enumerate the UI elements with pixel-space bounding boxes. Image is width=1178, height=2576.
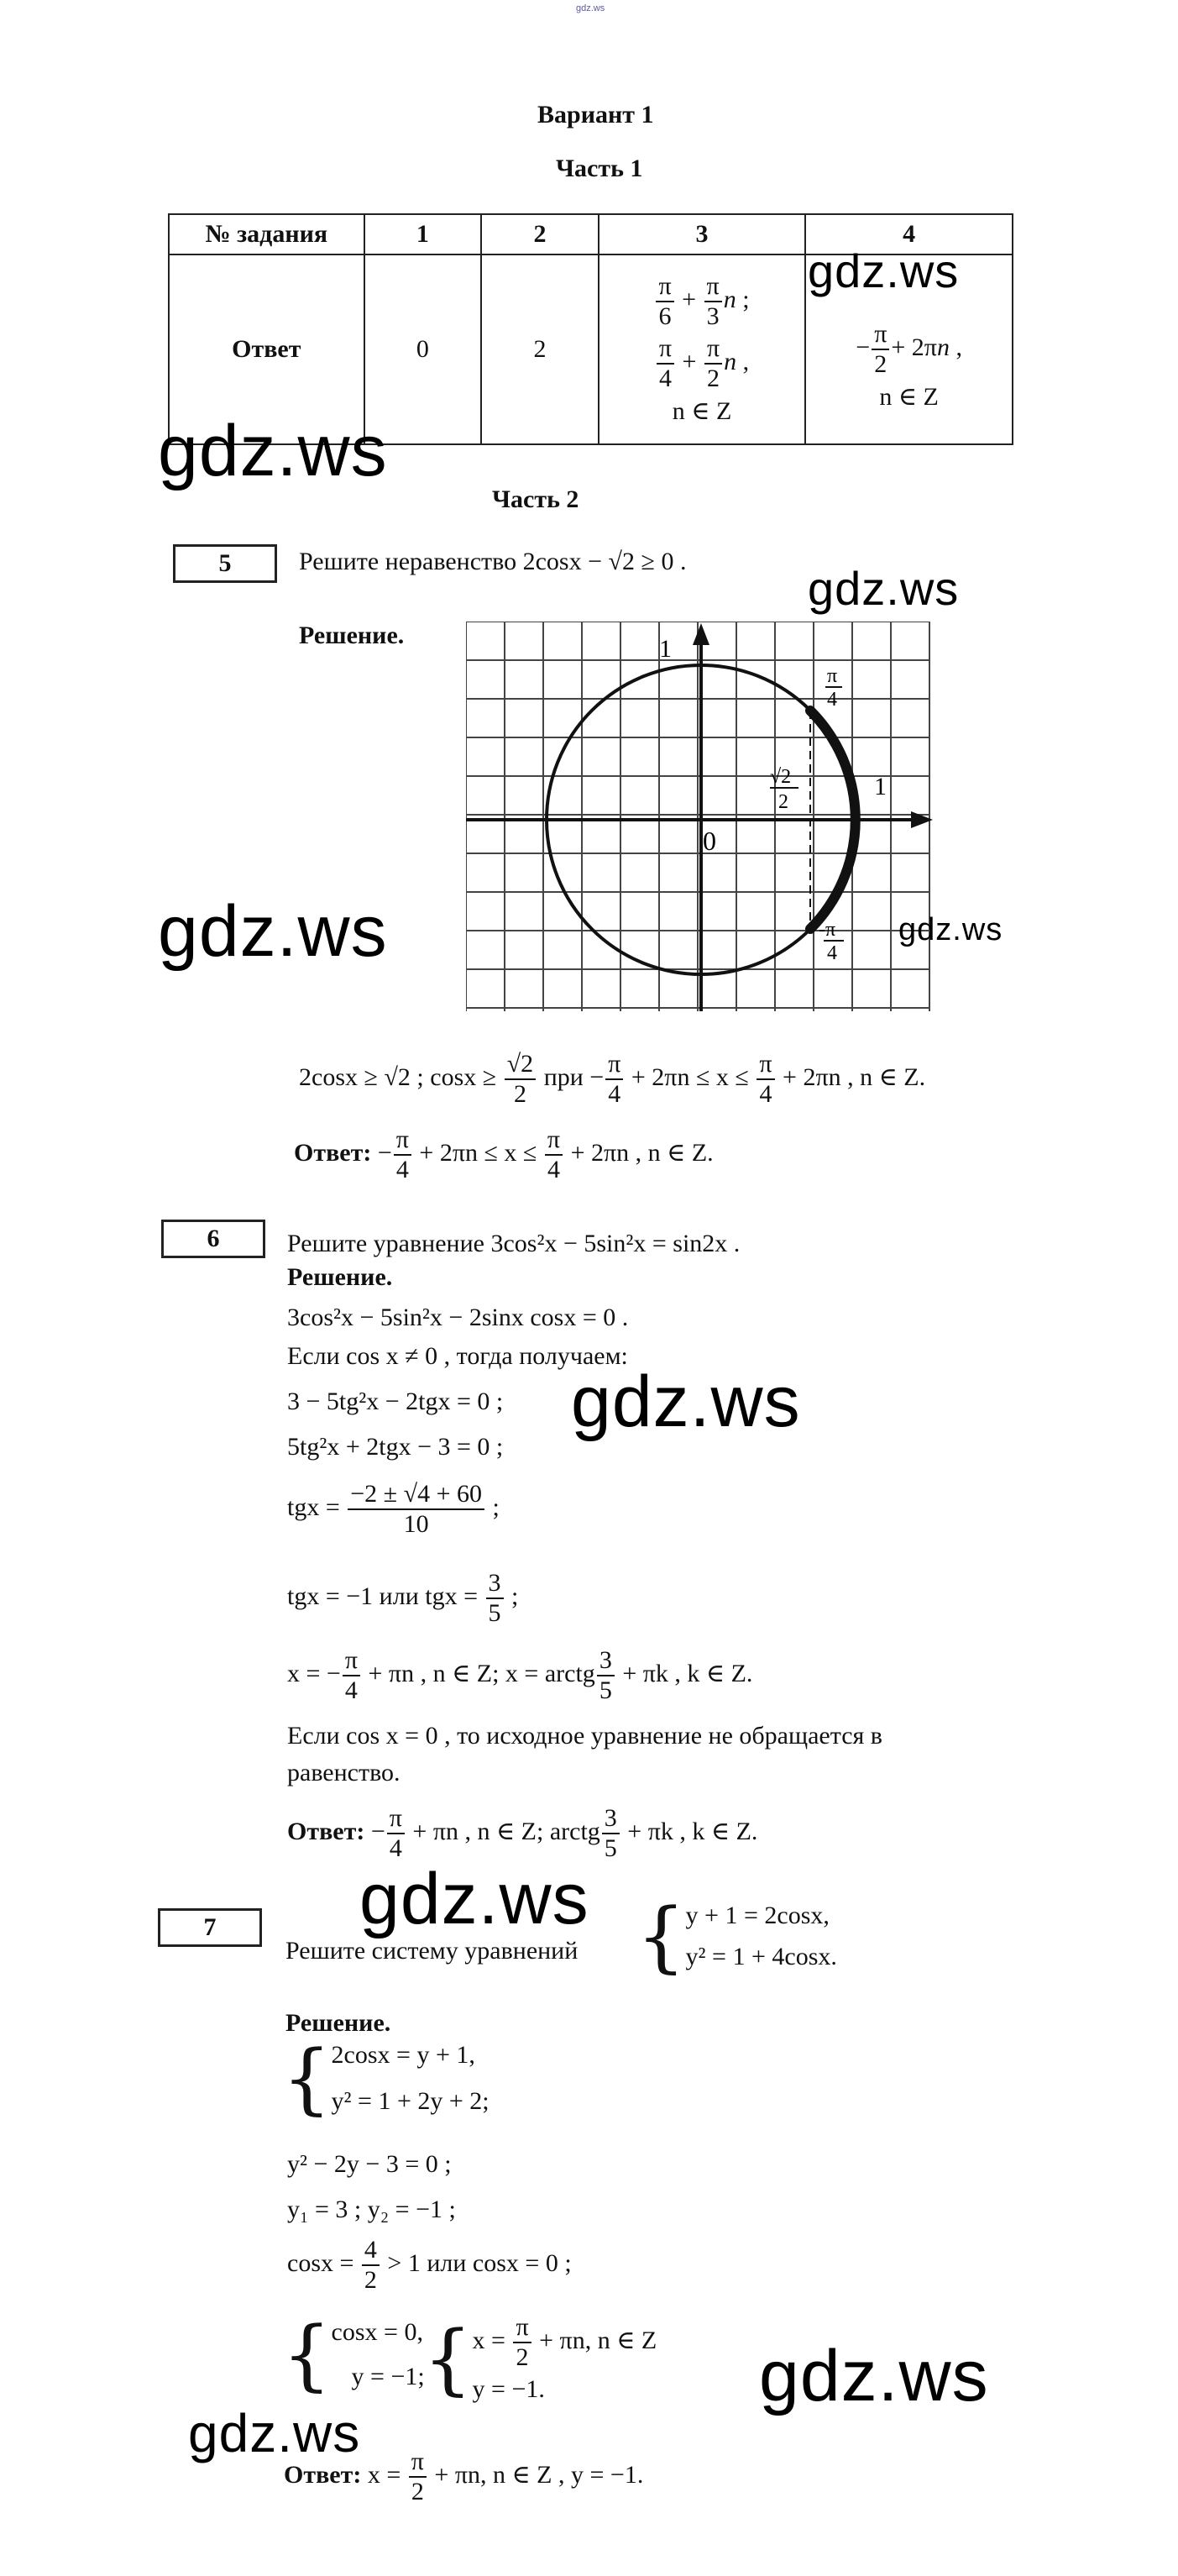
task7-answer: Ответ: x = $\frac{\pi}{2}$ + πn, n ∈ Z , y = −1. [284,2447,644,2505]
task7-case1-eq2: y = −1; [351,2362,425,2390]
task6-solution-label: Решение. [287,1263,393,1291]
task7-case2-eq1: x = $\frac{\pi}{2}$ + πn, n ∈ Z [472,2313,657,2371]
task7-solution-label: Решение. [285,2009,391,2037]
task5-inequality-line: 2cosx ≥ √2 ; cosx ≥ $\frac{√2}{2}$ при − $\frac{\pi}{4}$ + 2πn ≤ x ≤ $\frac{\pi}{4}$ + 2πn , n ∈ Z. [299,1050,926,1108]
task6-line5: tgx = $\frac{-2 \pm √4 + 60}{10}$ ; [287,1480,500,1538]
watermark: gdz.ws [359,1859,589,1939]
task6-statement: Решите уравнение 3cos²x − 5sin²x = sin2x . [287,1230,741,1257]
table-header-label: № задания [169,214,364,254]
variant-title: Вариант 1 [537,101,654,129]
task7-solution-eq2: y² = 1 + 2y + 2; [331,2086,490,2115]
part1-title: Часть 1 [556,155,643,182]
watermark: gdz.ws [188,2403,361,2463]
label-minus-pi: -π [819,919,836,941]
table-col-1: 1 [364,214,482,254]
task6-line1: 3cos²x − 5sin²x − 2sinx cosx = 0 . [287,1304,629,1331]
task5-number: 5 [173,544,277,583]
label-sqrt2: √2 [770,766,792,788]
task5-statement: Решите неравенство 2cosx − √2 ≥ 0 . [299,548,687,575]
task6-line4: 5tg²x + 2tgx − 3 = 0 ; [287,1433,504,1461]
task7-case1: { cosx = 0, y = −1; [282,2309,425,2400]
top-watermark: gdz.ws [576,3,605,13]
watermark: gdz.ws [158,411,388,491]
task7-system-eq1: y + 1 = 2cosx, [685,1902,830,1929]
answer-3: $\frac{\pi}{6}$ + $\frac{\pi}{3}$ n ; $\frac{\pi}{4}$ + $\frac{\pi}{2}$ n , n ∈ Z [599,254,805,444]
watermark: gdz.ws [571,1361,801,1442]
task7-case2-eq2: y = −1. [472,2375,545,2403]
table-row-label: Ответ [169,254,364,444]
task7-solution-system: { 2cosx = y + 1, y² = 1 + 2y + 2; [282,2033,490,2123]
watermark: gdz.ws [808,244,960,297]
label-two: 2 [778,791,788,813]
task7-case2: { x = $\frac{\pi}{2}$ + πn, n ∈ Z y = −1. [423,2313,657,2405]
task6-answer: Ответ: − $\frac{\pi}{4}$ + πn , n ∈ Z; arctg $\frac{3}{5}$ + πk , k ∈ Z. [287,1804,758,1862]
label-one-top: 1 [659,635,672,663]
task5-solution-label: Решение. [299,622,405,649]
task7-line5: cosx = $\frac{4}{2}$ > 1 или cosx = 0 ; [287,2236,572,2294]
label-four: 4 [827,689,837,711]
part2-title: Часть 2 [492,485,579,513]
task6-line2: Если cos x ≠ 0 , тогда получаем: [287,1342,628,1370]
label-pi: π [827,665,838,687]
answer-1: 0 [364,254,482,444]
answer-3-condition: n ∈ Z [672,396,732,425]
task7-line4: y₁ = 3 ; y₂ = −1 ; [287,2196,456,2223]
task7-system-eq2: y² = 1 + 4cosx. [685,1942,837,1970]
point-minus-pi-4 [805,924,815,934]
answer-2: 2 [481,254,599,444]
task6-number: 6 [161,1220,265,1258]
y-axis-arrow [693,623,709,645]
task7-system [636,1891,837,1981]
task6-line9: равенство. [287,1759,401,1786]
watermark: gdz.ws [808,562,960,615]
label-zero: 0 [703,826,716,856]
unit-circle-graph [466,622,936,1018]
task6-line6: tgx = −1 или tgx = $\frac{3}{5}$ ; [287,1569,519,1627]
point-pi-4 [805,706,815,716]
task5-answer: Ответ: − $\frac{\pi}{4}$ + 2πn ≤ x ≤ $\frac{\pi}{4}$ + 2πn , n ∈ Z. [294,1125,714,1183]
label-one-right: 1 [874,773,887,800]
table-col-4: 4 [805,214,1013,254]
table-col-3: 3 [599,214,805,254]
watermark: gdz.ws [759,2336,989,2416]
watermark: gdz.ws [158,891,388,972]
task6-line7: x = − $\frac{\pi}{4}$ + πn , n ∈ Z; x = arctg $\frac{3}{5}$ + πk , k ∈ Z. [287,1646,753,1704]
task7-number: 7 [158,1908,262,1947]
task7-statement: Решите систему уравнений [285,1937,579,1965]
task7-solution-eq1: 2cosx = y + 1, [331,2041,475,2069]
table-col-2: 2 [481,214,599,254]
task7-line3: y² − 2y − 3 = 0 ; [287,2150,452,2178]
task7-case1-eq1: cosx = 0, [331,2318,423,2346]
watermark: gdz.ws [898,912,1003,947]
answer-4-condition: n ∈ Z [879,382,939,411]
task6-line3: 3 − 5tg²x − 2tgx = 0 ; [287,1388,504,1415]
answer-4: − $\frac{\pi}{2}$ + 2πn , n ∈ Z [805,254,1013,444]
task7-system-brace: { [636,1891,686,1981]
label-four-b: 4 [827,942,837,964]
task6-line8: Если cos x = 0 , то исходное уравнение не обращается в [287,1722,882,1750]
